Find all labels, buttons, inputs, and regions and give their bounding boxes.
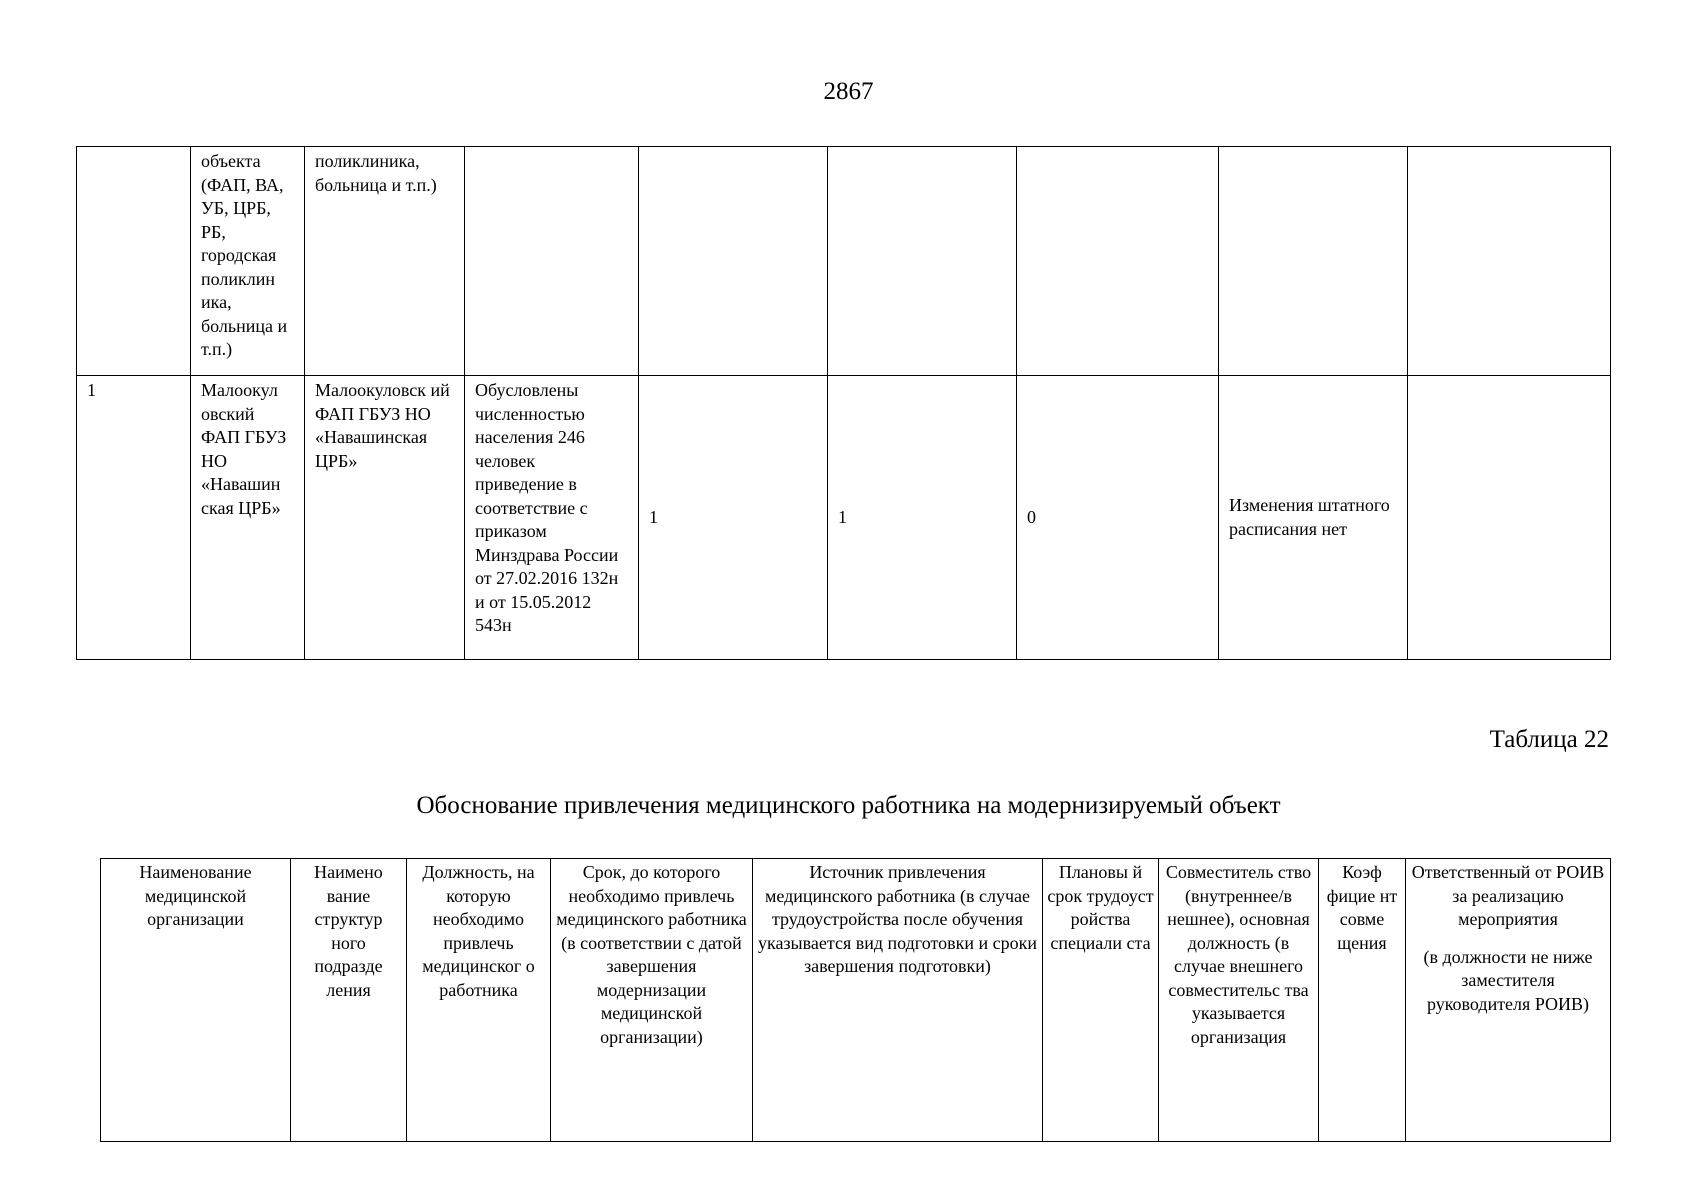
- object-table: [76, 146, 1611, 660]
- table-label: Таблица 22: [1489, 726, 1609, 753]
- header-cell: Наименование медицинской организации: [101, 859, 291, 1142]
- table-cell: [465, 147, 639, 376]
- justification-table: [100, 858, 1611, 1142]
- header-cell: Коэф фицие нт совме щения: [1319, 859, 1406, 1142]
- table-title: Обоснование привлечения медицинского работника на модернизируемый объект: [416, 792, 1281, 819]
- header-cell: Совместитель ство (внутреннее/в нешнее), основная должность (в случае внешнего совместительс тва указывается организация: [1159, 859, 1319, 1142]
- header-cell: Срок, до которого необходимо привлечь медицинского работника (в соответствии с датой завершения модернизации медицинской организации): [551, 859, 753, 1142]
- table-cell: [1408, 147, 1611, 376]
- table-cell: [77, 147, 191, 376]
- table-cell: [1017, 147, 1219, 376]
- table-header-row: [101, 859, 1611, 1142]
- header-text: (в должности не ниже заместителя руководителя РОИВ): [1423, 946, 1593, 1014]
- unit-name: Малоокуловск ий ФАП ГБУЗ НО «Навашинская ЦРБ»: [305, 376, 465, 660]
- header-text: Ответственный от РОИВ за реализацию мероприятия: [1411, 862, 1605, 929]
- header-cell: Должность, на которую необходимо привлечь медицинског о работника: [407, 859, 551, 1142]
- reason-cell: Обусловлены численностью населения 246 человек приведение в соответствие с приказом Минздрава России от 27.02.2016 132н и от 15.05.2012 543н: [465, 376, 639, 660]
- value-cell: 0: [1017, 376, 1219, 660]
- table-cell: [828, 147, 1017, 376]
- row-number: 1: [77, 376, 191, 660]
- header-cell: [1406, 859, 1611, 1142]
- header-cell: Наимено вание структур ного подразде ления: [291, 859, 407, 1142]
- table-cell: [1408, 376, 1611, 660]
- table-cell: объекта (ФАП, ВА, УБ, ЦРБ, РБ, городская поликлин ика, больница и т.п.): [191, 147, 305, 376]
- header-cell: Источник привлечения медицинского работника (в случае трудоустройства после обучения указывается вид подготовки и сроки завершения подготовки): [753, 859, 1043, 1142]
- page-number: 2867: [823, 78, 874, 105]
- value-cell: 1: [639, 376, 828, 660]
- header-cell: Плановы й срок трудоуст ройства специали ста: [1043, 859, 1159, 1142]
- object-name: Малоокул овский ФАП ГБУЗ НО «Навашин ская ЦРБ»: [191, 376, 305, 660]
- table-row: [77, 147, 1611, 376]
- table-cell: [639, 147, 828, 376]
- note-cell: Изменения штатного расписания нет: [1219, 376, 1408, 660]
- value-cell: 1: [828, 376, 1017, 660]
- table-row: [77, 376, 1611, 660]
- table-cell: [1219, 147, 1408, 376]
- table-cell: поликлиника, больница и т.п.): [305, 147, 465, 376]
